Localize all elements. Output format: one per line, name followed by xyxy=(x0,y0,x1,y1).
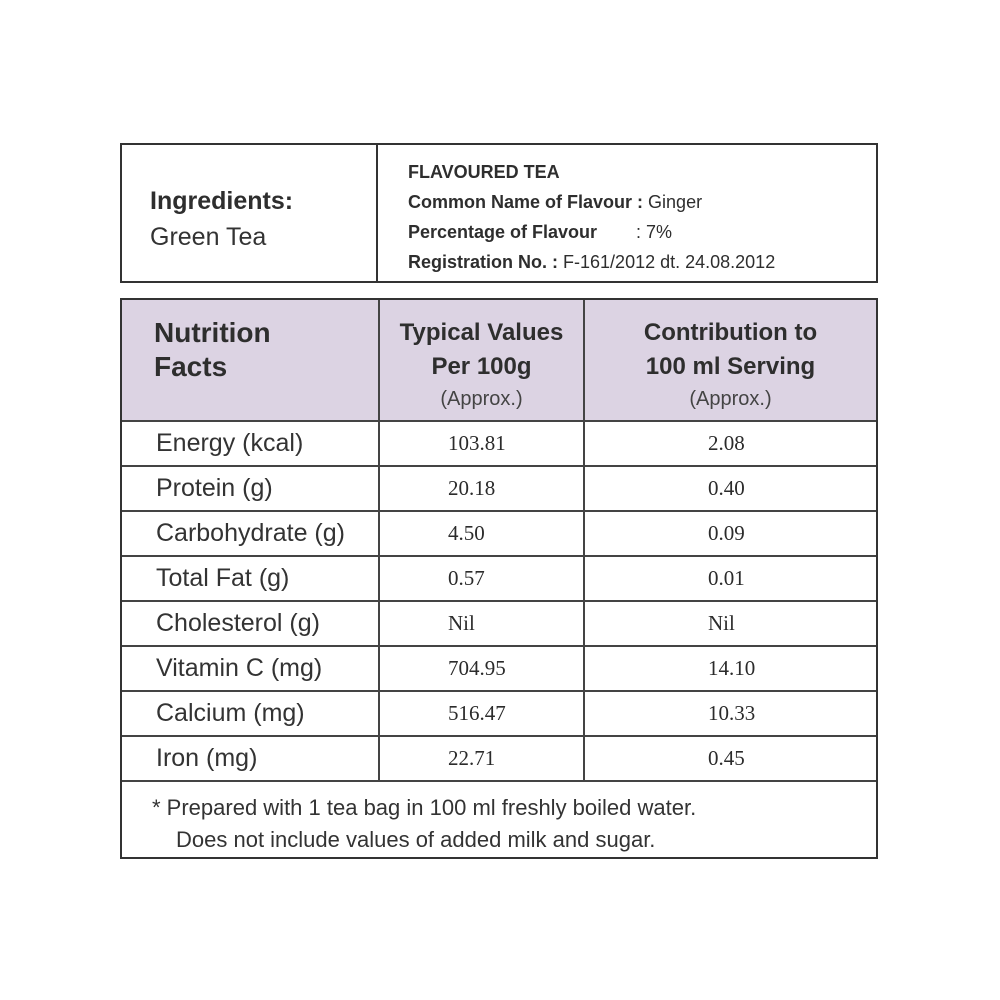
nutrient-name: Carbohydrate (g) xyxy=(156,519,345,547)
per-100g-value: Nil xyxy=(378,602,583,645)
flavour-cell xyxy=(378,145,876,281)
nutrient-name: Protein (g) xyxy=(156,474,273,502)
footnote-line1: * Prepared with 1 tea bag in 100 ml freshly boiled water. xyxy=(152,795,697,820)
footnote-line2: Does not include values of added milk and sugar. xyxy=(176,827,656,852)
nutrient-name: Energy (kcal) xyxy=(156,429,304,457)
table-row xyxy=(122,422,876,467)
nutrient-name: Cholesterol (g) xyxy=(156,609,320,637)
flavour-title: FLAVOURED TEA xyxy=(408,162,560,182)
footnote xyxy=(122,784,876,856)
header-col1-line1: Nutrition xyxy=(154,317,271,348)
ingredients-value: Green Tea xyxy=(150,223,267,251)
nutrient-name: Iron (mg) xyxy=(156,744,258,772)
header-contribution xyxy=(583,300,876,420)
header-col2-line2: Per 100g xyxy=(431,353,532,380)
registration-label: Registration No. : xyxy=(408,252,559,272)
flavour-percentage-label: Percentage of Flavour xyxy=(408,222,598,242)
header-col2-line3: (Approx.) xyxy=(440,388,523,410)
per-100g-value: 20.18 xyxy=(378,467,583,510)
serving-value: 0.01 xyxy=(583,557,876,600)
serving-value: Nil xyxy=(583,602,876,645)
ingredients-title: Ingredients: xyxy=(150,187,294,215)
flavour-common-label: Common Name of Flavour : xyxy=(408,192,644,212)
table-row xyxy=(122,692,876,737)
header-col3-line3: (Approx.) xyxy=(689,388,772,410)
flavour-percentage-value: : 7% xyxy=(636,222,673,242)
header-col3-line1: Contribution to xyxy=(643,319,818,346)
nutrient-name: Vitamin C (mg) xyxy=(156,654,323,682)
serving-value: 14.10 xyxy=(583,647,876,690)
serving-value: 0.09 xyxy=(583,512,876,555)
table-row xyxy=(122,512,876,557)
per-100g-value: 0.57 xyxy=(378,557,583,600)
flavour-registration xyxy=(408,247,876,277)
flavour-common-value: Ginger xyxy=(648,192,703,212)
header-col1-line2: Facts xyxy=(154,351,228,382)
header-typical-values xyxy=(378,300,583,420)
table-row xyxy=(122,467,876,512)
nutrition-header xyxy=(122,300,876,422)
header-col2-line1: Typical Values xyxy=(399,319,564,346)
nutrient-name: Calcium (mg) xyxy=(156,699,305,727)
nutrition-table xyxy=(120,298,878,859)
header-col3-line2: 100 ml Serving xyxy=(645,353,816,380)
per-100g-value: 22.71 xyxy=(378,737,583,780)
table-row xyxy=(122,557,876,602)
table-row xyxy=(122,737,876,782)
flavour-common-name xyxy=(408,187,876,217)
header-nutrition-facts xyxy=(122,300,378,420)
per-100g-value: 704.95 xyxy=(378,647,583,690)
ingredients-box xyxy=(120,143,878,283)
per-100g-value: 4.50 xyxy=(378,512,583,555)
per-100g-value: 516.47 xyxy=(378,692,583,735)
serving-value: 0.45 xyxy=(583,737,876,780)
table-row xyxy=(122,647,876,692)
ingredients-cell xyxy=(122,145,378,281)
serving-value: 10.33 xyxy=(583,692,876,735)
registration-value: F-161/2012 dt. 24.08.2012 xyxy=(563,252,776,272)
serving-value: 0.40 xyxy=(583,467,876,510)
nutrient-name: Total Fat (g) xyxy=(156,564,290,592)
table-row xyxy=(122,602,876,647)
serving-value: 2.08 xyxy=(583,422,876,465)
per-100g-value: 103.81 xyxy=(378,422,583,465)
flavour-percentage xyxy=(408,217,876,247)
